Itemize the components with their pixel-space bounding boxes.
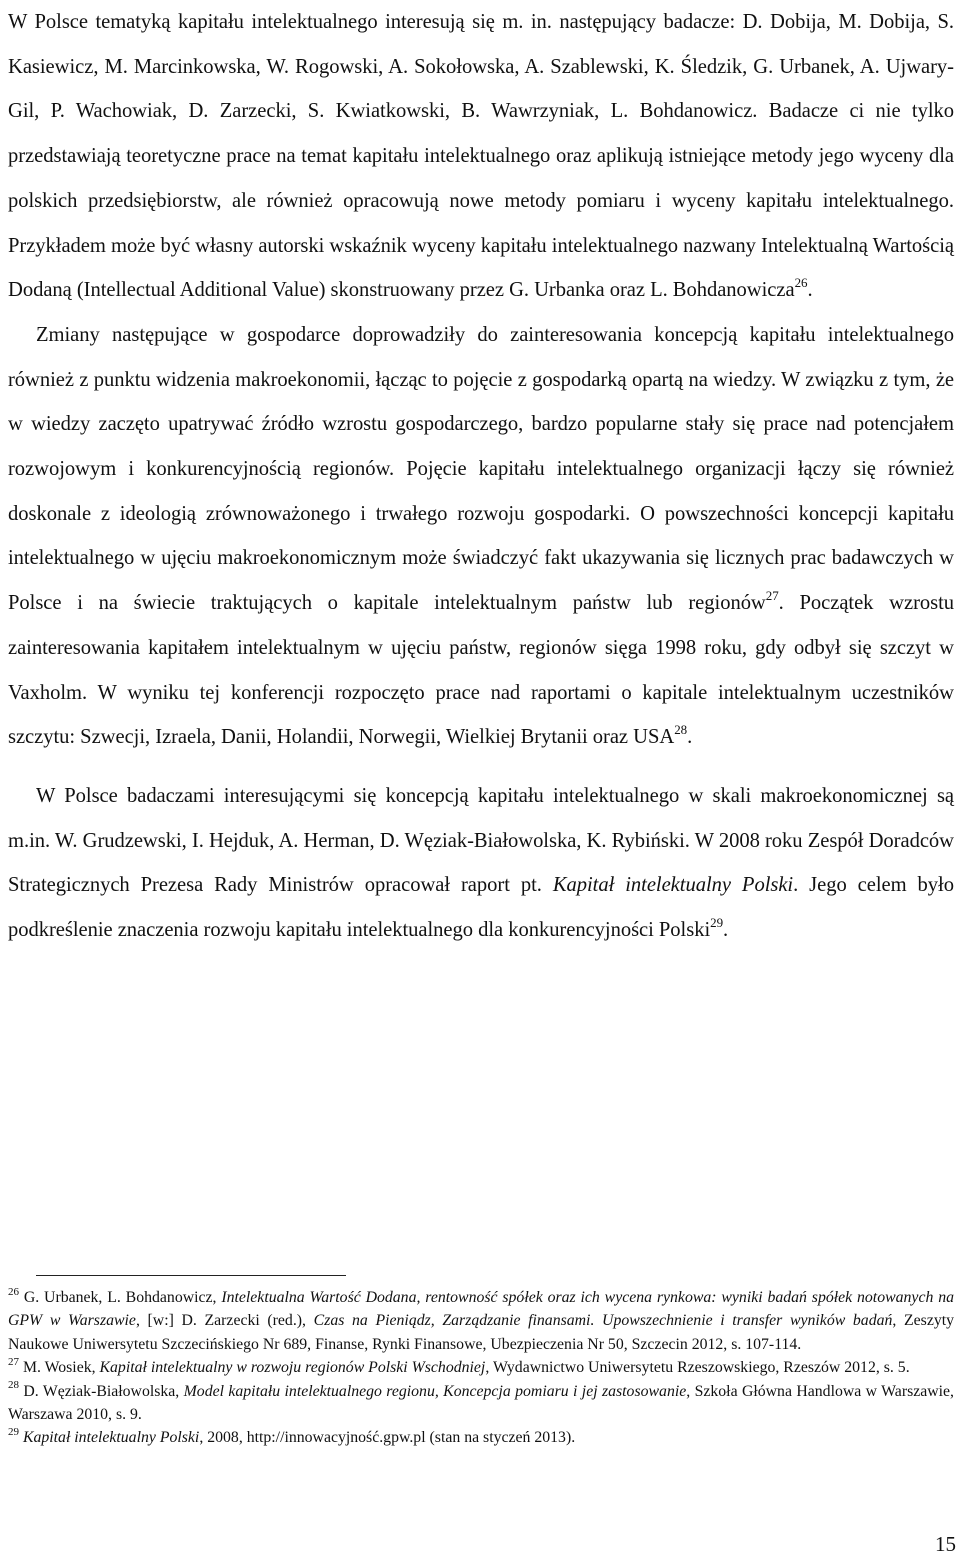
paragraph-2-text-a: Zmiany następujące w gospodarce doprowadziły do zainteresowania koncepcją kapitału intelektualnego również z punktu widzenia makroekonomii, łącząc to pojęcie z gospodarką opartą na wiedzy. W związku z tym, że w wiedzy zaczęto upatrywać źródło wzrostu gospodarczego, bardzo popularne stały się prace nad potencjałem rozwojowym i konkurencyjnością regionów. Pojęcie kapitału intelektualnego organizacji łączy się również doskonale z ideologią zrównoważonego i trwałego rozwoju gospodarki. O powszechności koncepcji kapitału intelektualnego w ujęciu makroekonomicznym może świadczyć fakt ukazywania się licznych prac badawczych w Polsce i na świecie traktujących o kapitale intelektualnym państw lub regionów	[8, 323, 954, 615]
paragraph-2-text-b: . Początek wzrostu zainteresowania kapitałem intelektualnym w ujęciu państw, regionów sięga 1998 roku, gdy odbył się szczyt w Vaxholm. W wyniku tej konferencji rozpoczęto prace nad raportami o kapitale intelektualnym uczestników szczytu: Szwecji, Izraela, Danii, Holandii, Norwegii, Wielkiej Brytanii oraz USA	[8, 592, 955, 749]
footnote-27-details: , Wydawnictwo Uniwersytetu Rzeszowskiego, Rzeszów 2012, s. 5.	[485, 1359, 910, 1377]
footnote-26-title: Intelektualna Wartość Dodana, rentowność spółek oraz ich wycena rynkowa: wyniki badań spółek notowanych na GPW w Warszawie	[8, 1289, 954, 1330]
main-text	[8, 0, 954, 953]
footnote-28-details: , Szkoła Główna Handlowa w Warszawie, Warszawa 2010, s. 9.	[8, 1382, 955, 1424]
footnote-27-author: M. Wosiek,	[19, 1359, 100, 1377]
paragraph-3-text-b: . Jego celem było podkreślenie znaczenia rozwoju kapitału intelektualnego dla konkurencyjności Polski	[8, 874, 954, 942]
paragraph-1-text-a: W Polsce tematyką kapitału intelektualnego interesują się m. in. następujący badacze: D. Dobija, M. Dobija, S. Kasiewicz, M. Marcinkowska, W. Rogowski, A. Sokołowska, A. Szablewski, K. Śledzik, G. Urbanek, A. Ujwary-Gil, P. Wachowiak, D. Zarzecki, S. Kwiatkowski, B. Wawrzyniak, L. Bohdanowicz. Badacze ci nie tylko przedstawiają teoretyczne prace na temat kapitału intelektualnego oraz aplikują istniejące metody jego wyceny dla polskich przedsiębiorstw, ale również opracowują nowe metody pomiaru i wyceny kapitału intelektualnego. Przykładem może być własny autorski wskaźnik wyceny kapitału intelektualnego nazwany Intelektualną Wartością Dodaną (Intellectual Additional Value) skonstruowany przez G. Urbanka oraz L. Bohdanowicza	[8, 11, 954, 302]
footnote-28-author: D. Węziak-Białowolska,	[19, 1382, 184, 1400]
paragraph-2	[8, 313, 954, 760]
report-title: Kapitał intelektualny Polski	[552, 874, 794, 897]
footnote-27	[8, 1356, 954, 1379]
footnote-ref-26[interactable]: 26	[794, 275, 808, 291]
paragraph-2-period: .	[687, 726, 693, 749]
footnote-28	[8, 1380, 954, 1427]
page-number: 15	[935, 1532, 956, 1556]
footnote-26-in: , [w:] D. Zarzecki (red.),	[135, 1312, 314, 1330]
footnotes	[8, 1286, 954, 1450]
footnote-number-27: 27	[8, 1355, 19, 1368]
footnote-number-28: 28	[8, 1379, 19, 1392]
paragraph-3	[8, 774, 954, 953]
paragraph-3-period: .	[723, 919, 729, 942]
footnote-29	[8, 1426, 954, 1449]
footnote-number-29: 29	[8, 1426, 19, 1439]
paragraph-1	[8, 0, 954, 313]
footnote-27-title: Kapitał intelektualny w rozwoju regionów Polski Wschodniej	[99, 1359, 486, 1377]
footnote-29-details: , 2008, http://innowacyjność.gpw.pl (stan na styczeń 2013).	[199, 1429, 576, 1447]
footnote-ref-28[interactable]: 28	[674, 722, 688, 738]
paragraph-3-text-a: W Polsce badaczami interesującymi się koncepcją kapitału intelektualnego w skali makroekonomicznej są m.in. W. Grudzewski, I. Hejduk, A. Herman, D. Węziak-Białowolska, K. Rybiński. W 2008 roku Zespół Doradców Strategicznych Prezesa Rady Ministrów opracował raport pt.	[8, 784, 954, 897]
footnote-26-details: , Zeszyty Naukowe Uniwersytetu Szczecińskiego Nr 689, Finanse, Rynki Finansowe, Ubezpieczenia Nr 50, Szczecin 2012, s. 107-114.	[8, 1312, 955, 1353]
footnote-ref-29[interactable]: 29	[710, 915, 724, 931]
footnote-separator	[36, 1275, 346, 1276]
footnote-29-title: Kapitał intelektualny Polski	[19, 1429, 200, 1447]
footnote-26-book: Czas na Pieniądz, Zarządzanie finansami. Upowszechnienie i transfer wyników badań	[313, 1312, 893, 1330]
footnote-number-26: 26	[8, 1285, 19, 1298]
footnote-26	[8, 1286, 954, 1356]
footnote-ref-27[interactable]: 27	[765, 588, 779, 604]
paragraph-1-period: .	[807, 279, 813, 302]
footnote-28-title: Model kapitału intelektualnego regionu, Koncepcja pomiaru i jej zastosowanie	[183, 1382, 687, 1400]
footnote-26-authors: G. Urbanek, L. Bohdanowicz,	[19, 1289, 222, 1306]
